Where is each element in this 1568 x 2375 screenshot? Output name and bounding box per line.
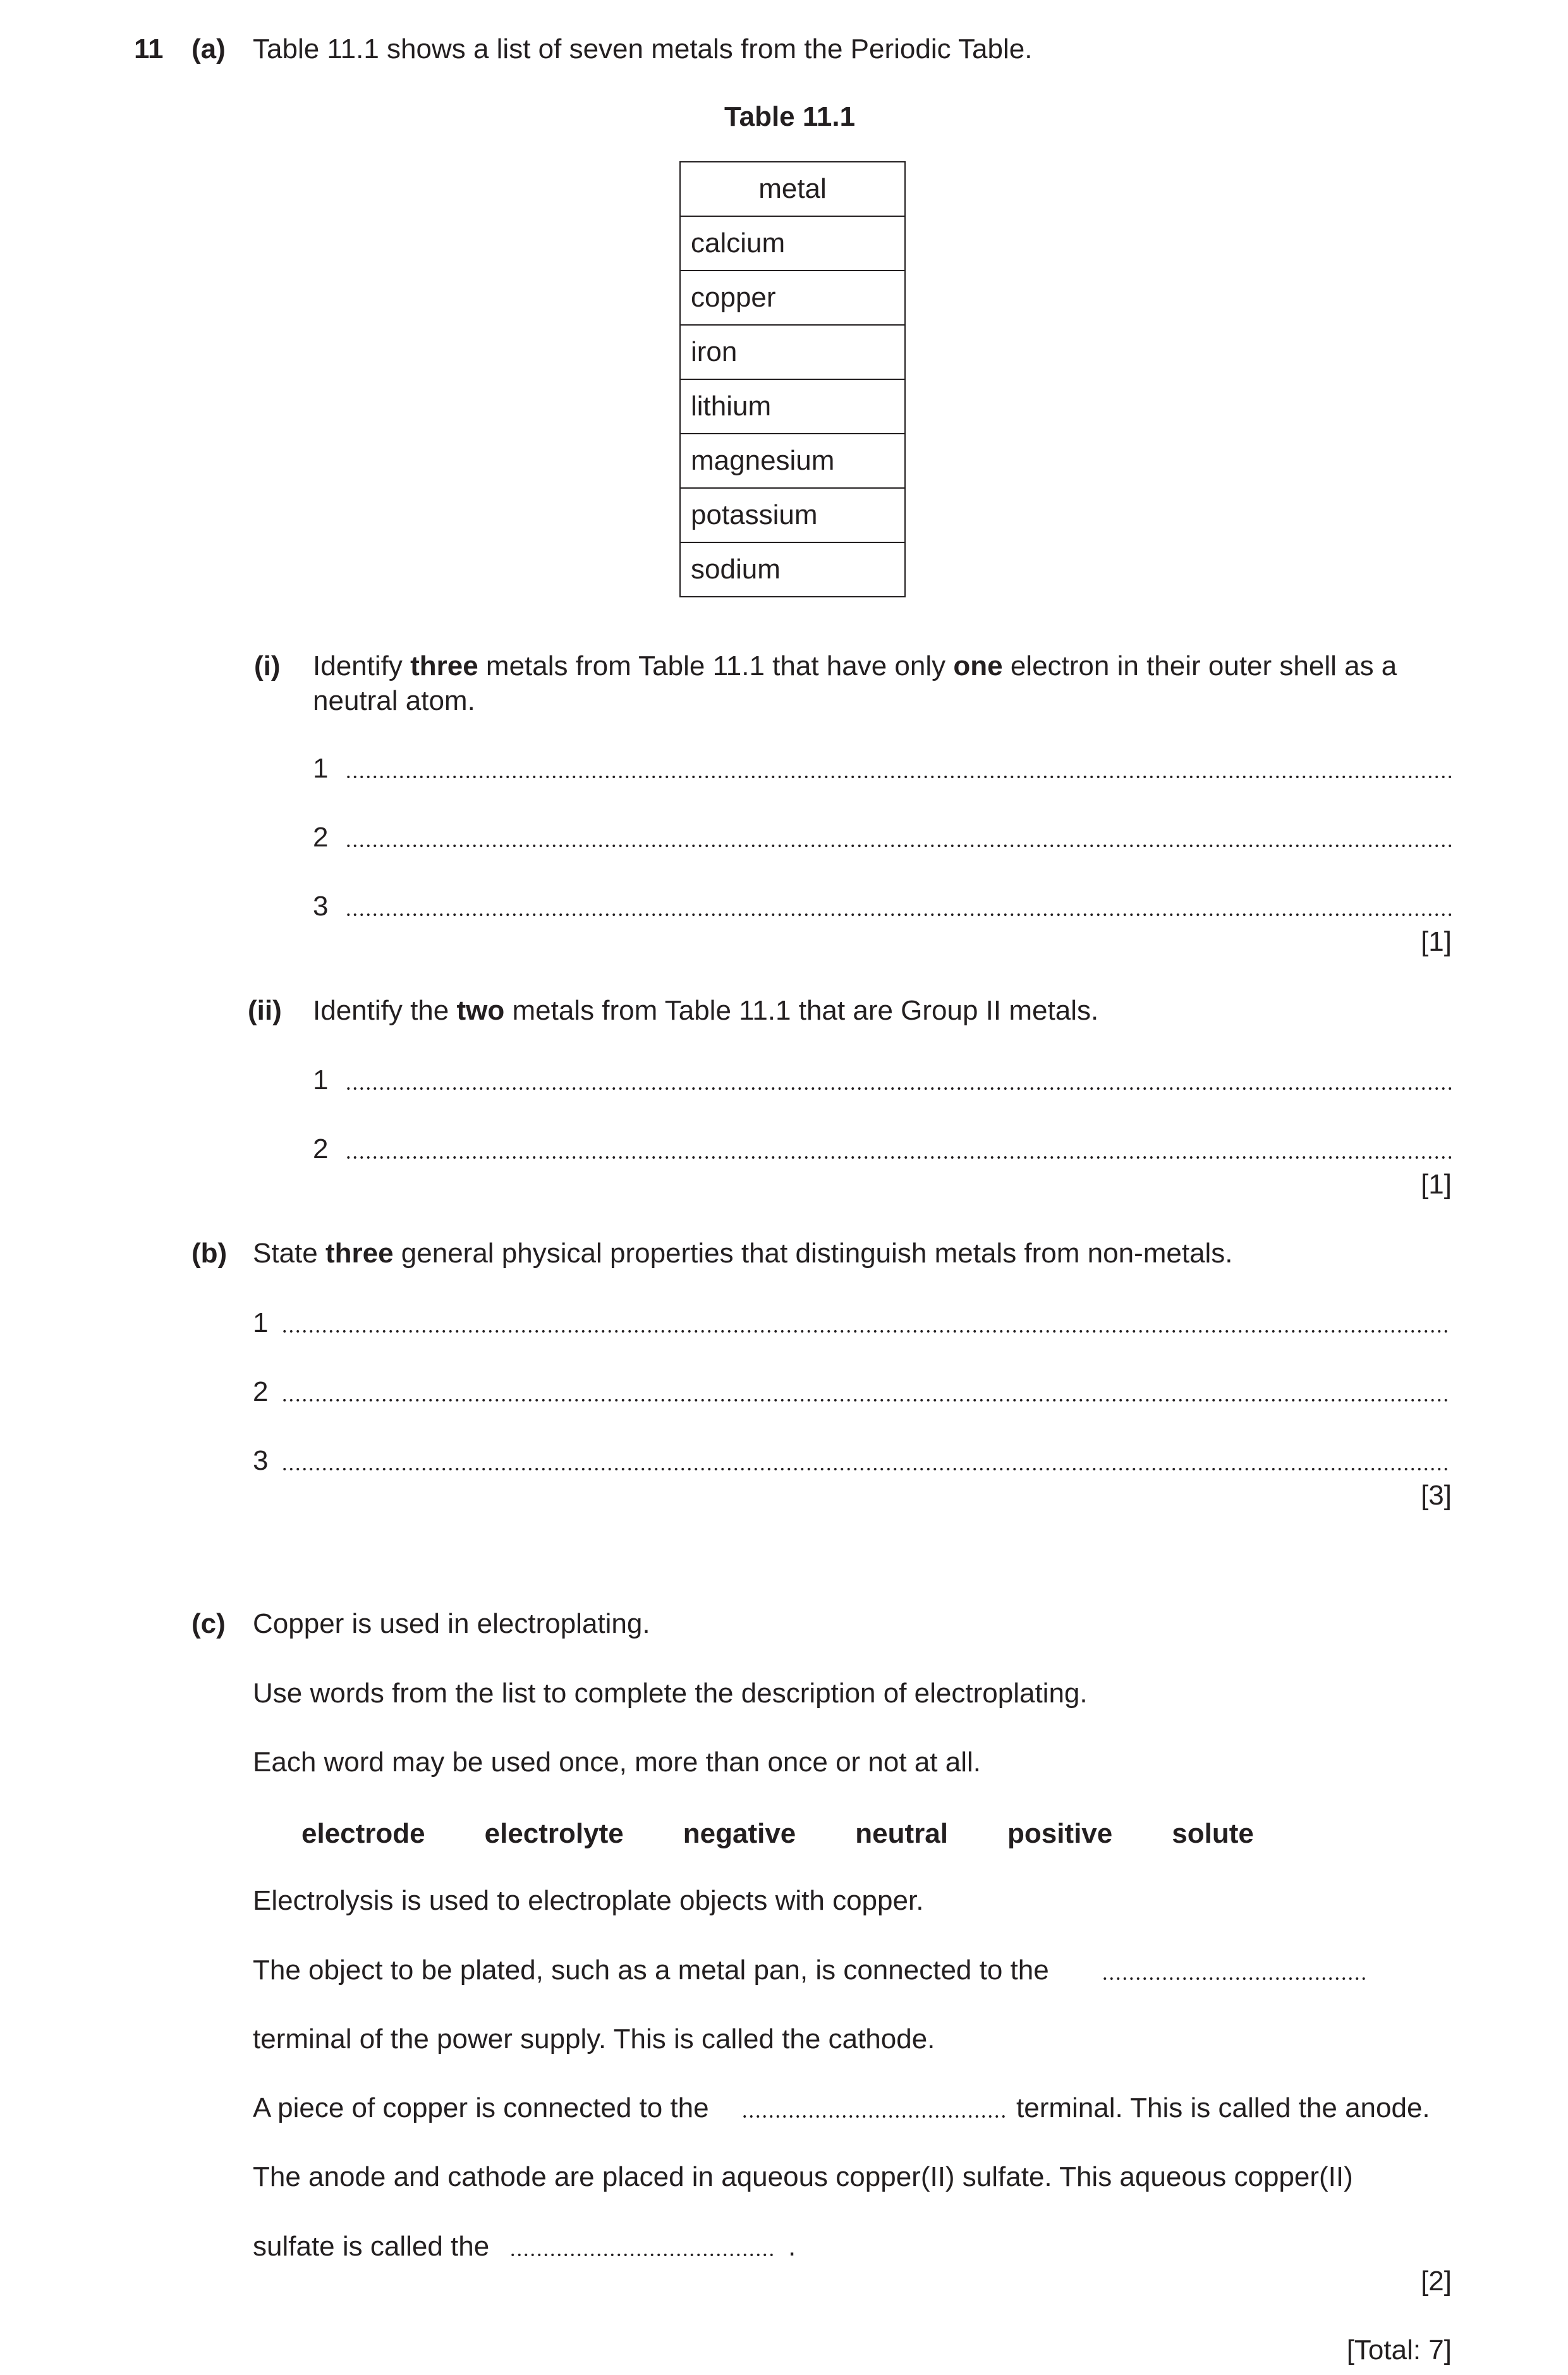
answer-number: 1 — [253, 1307, 269, 1338]
total-marks: [Total: 7] — [1346, 2335, 1452, 2366]
paragraph: sulfate is called the — [253, 2231, 490, 2262]
word-option: neutral — [855, 1818, 948, 1849]
emphasis: two — [456, 995, 505, 1026]
table-cell: sodium — [680, 542, 905, 597]
answer-line[interactable] — [345, 775, 1451, 779]
marks: [1] — [1421, 1169, 1452, 1200]
answer-number: 3 — [313, 891, 329, 922]
answer-line[interactable] — [345, 1087, 1451, 1090]
table-cell: calcium — [680, 216, 905, 271]
part-b-question — [253, 1240, 1233, 1267]
emphasis: three — [325, 1238, 394, 1269]
answer-line[interactable] — [345, 1156, 1451, 1159]
word-option: negative — [683, 1818, 796, 1849]
table-cell: magnesium — [680, 434, 905, 488]
part-a-i-label: (i) — [254, 650, 281, 681]
text: metals from Table 11.1 that have only — [478, 650, 954, 681]
paragraph: The object to be plated, such as a metal pan, is connected to the — [253, 1955, 1049, 1986]
word-option: solute — [1172, 1818, 1254, 1849]
text: Identify — [313, 650, 411, 681]
answer-line[interactable] — [345, 844, 1451, 848]
paragraph: . — [788, 2231, 796, 2262]
answer-line[interactable] — [281, 1329, 1451, 1333]
part-a-intro: Table 11.1 shows a list of seven metals from the Periodic Table. — [253, 34, 1033, 64]
answer-number: 1 — [313, 753, 329, 784]
table-header: metal — [680, 162, 905, 216]
table-cell: potassium — [680, 488, 905, 542]
table-cell: copper — [680, 271, 905, 325]
metals-table — [679, 161, 906, 597]
text: State — [253, 1238, 325, 1269]
answer-number: 3 — [253, 1445, 269, 1476]
answer-number: 2 — [313, 822, 329, 853]
marks: [2] — [1421, 2266, 1452, 2297]
question-number: 11 — [134, 34, 164, 64]
text: general physical properties that distinguish metals from non-metals. — [393, 1238, 1233, 1269]
paragraph: The anode and cathode are placed in aqueous copper(II) sulfate. This aqueous copper(II) — [253, 2161, 1353, 2192]
paragraph: terminal of the power supply. This is called the cathode. — [253, 2024, 935, 2054]
fill-in-blank[interactable] — [741, 2115, 1007, 2118]
emphasis: one — [953, 650, 1003, 681]
table-cell: iron — [680, 325, 905, 379]
word-option: electrode — [301, 1818, 425, 1849]
fill-in-blank[interactable] — [1102, 1977, 1367, 1981]
part-a-ii-question — [313, 997, 1098, 1025]
answer-number: 1 — [313, 1065, 329, 1096]
answer-line[interactable] — [281, 1467, 1451, 1471]
fill-in-blank[interactable] — [509, 2253, 775, 2257]
word-list — [301, 1818, 1313, 1850]
part-c-line-1: Copper is used in electroplating. — [253, 1608, 650, 1639]
paragraph: Electrolysis is used to electroplate objects with copper. — [253, 1885, 924, 1916]
text: Identify the — [313, 995, 457, 1026]
word-option: positive — [1007, 1818, 1113, 1849]
part-c-line-2: Use words from the list to complete the description of electroplating. — [253, 1678, 1088, 1709]
text: electron in their outer shell as a — [1002, 650, 1397, 681]
word-option: electrolyte — [484, 1818, 624, 1849]
paragraph: A piece of copper is connected to the — [253, 2092, 709, 2123]
answer-number: 2 — [313, 1133, 329, 1164]
text: metals from Table 11.1 that are Group II metals. — [504, 995, 1099, 1026]
answer-line[interactable] — [281, 1398, 1451, 1402]
answer-line[interactable] — [345, 913, 1451, 917]
paragraph: terminal. This is called the anode. — [1016, 2092, 1430, 2123]
part-a-ii-label: (ii) — [248, 995, 282, 1026]
part-c-line-3: Each word may be used once, more than once or not at all. — [253, 1747, 981, 1778]
table-caption: Table 11.1 — [724, 101, 856, 132]
part-b-label: (b) — [191, 1238, 228, 1269]
part-a-i-question — [313, 652, 1397, 680]
part-c-label: (c) — [191, 1608, 226, 1639]
marks: [3] — [1421, 1480, 1452, 1511]
emphasis: three — [410, 650, 478, 681]
table-cell: lithium — [680, 379, 905, 434]
part-a-i-question-line-2: neutral atom. — [313, 685, 475, 716]
part-a-label: (a) — [191, 34, 226, 64]
marks: [1] — [1421, 926, 1452, 957]
answer-number: 2 — [253, 1376, 269, 1407]
